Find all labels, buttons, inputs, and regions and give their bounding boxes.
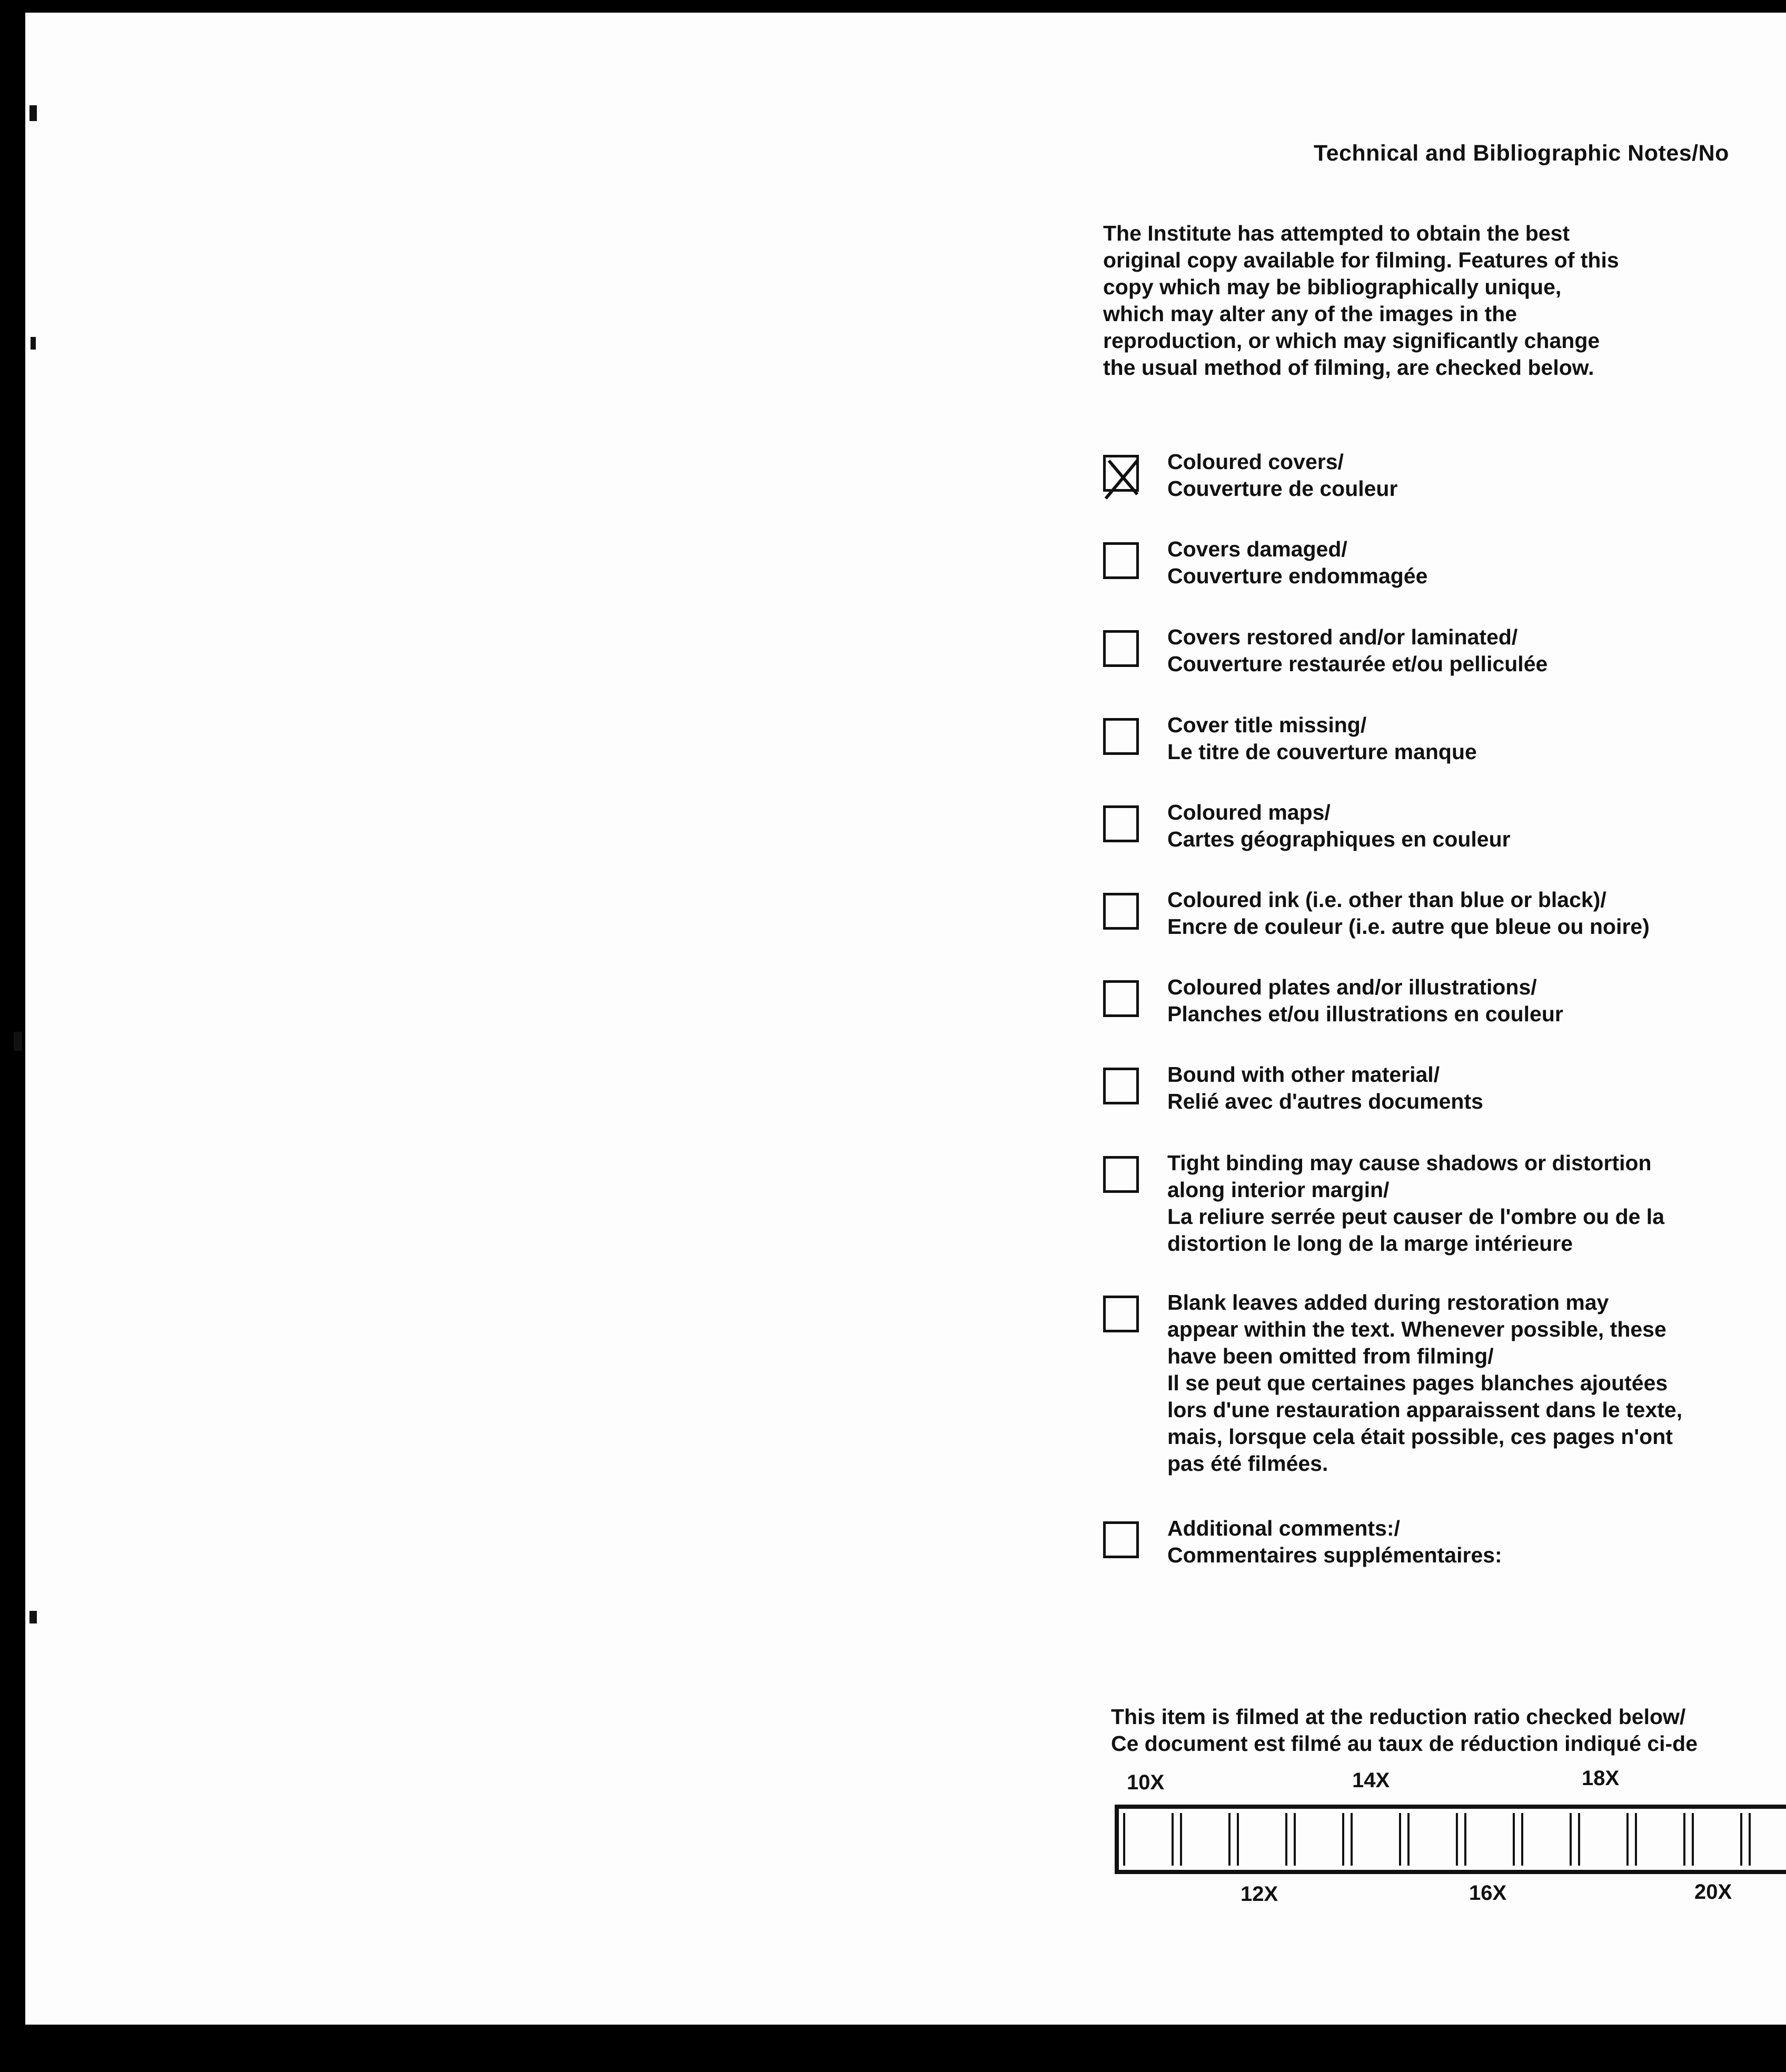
scale-cell[interactable] [1351, 1813, 1401, 1866]
item-label: Coloured plates and/or illustrations/ Planches et/ou illustrations en couleur [1167, 975, 1563, 1026]
checkbox-coloured-covers[interactable] [1103, 455, 1139, 492]
scale-cell[interactable] [1578, 1813, 1629, 1866]
scale-label-20x: 20X [1694, 1880, 1732, 1904]
item-label: Cover title missing/ Le titre de couverture manque [1167, 713, 1477, 764]
scale-label-16x: 16X [1469, 1881, 1507, 1905]
scan-edge-mark [31, 337, 36, 350]
checkbox-covers-restored[interactable] [1103, 630, 1139, 667]
intro-line: which may alter any of the images in the [1103, 302, 1517, 326]
scale-cell[interactable] [1180, 1813, 1231, 1866]
scan-edge-mark [29, 1611, 37, 1623]
scale-cell[interactable] [1521, 1813, 1572, 1866]
checked-x-icon [1103, 453, 1145, 501]
intro-line: copy which may be bibliographically unique, [1103, 275, 1562, 299]
item-label: Additional comments:/ Commentaires supplémentaires: [1167, 1516, 1502, 1567]
checkbox-tight-binding[interactable] [1103, 1156, 1139, 1193]
intro-line: the usual method of filming, are checked below. [1103, 355, 1594, 380]
item-label: Blank leaves added during restoration may appear within the text. Whenever possible, these have been omitted from filming/ Il se peut que certaines pages blanches ajoutées lors d'une restauration apparaissent dans le texte, mais, lorsque cela était possible, ces pages n'ont pas été filmées. [1167, 1290, 1683, 1476]
checkbox-coloured-plates[interactable] [1103, 980, 1139, 1017]
item-label: Coloured maps/ Cartes géographiques en couleur [1167, 800, 1511, 851]
scale-cell[interactable] [1749, 1813, 1786, 1866]
ratio-line: Ce document est filmé au taux de réduction indiqué ci-de [1111, 1731, 1698, 1756]
scale-cell[interactable] [1635, 1813, 1685, 1866]
item-label: Bound with other material/ Relié avec d'autres documents [1167, 1062, 1483, 1113]
checkbox-additional-comments[interactable] [1103, 1521, 1139, 1558]
scale-cell[interactable] [1294, 1813, 1344, 1866]
item-label: Covers restored and/or laminated/ Couverture restaurée et/ou pelliculée [1167, 625, 1548, 676]
reduction-scale-grid [1115, 1805, 1786, 1874]
scale-label-18x: 18X [1582, 1767, 1620, 1790]
checkbox-coloured-ink[interactable] [1103, 893, 1139, 930]
checkbox-covers-damaged[interactable] [1103, 542, 1139, 579]
scale-cell[interactable] [1464, 1813, 1515, 1866]
scale-cell[interactable] [1123, 1813, 1174, 1866]
reduction-ratio-text [1111, 1704, 1698, 1757]
checkbox-bound-with-other[interactable] [1103, 1068, 1139, 1104]
item-label: Tight binding may cause shadows or distortion along interior margin/ La reliure serrée peut causer de l'ombre ou de la distortion le long de la marge intérieure [1167, 1151, 1665, 1256]
intro-line: The Institute has attempted to obtain the best [1103, 221, 1570, 245]
scan-edge-mark [29, 105, 37, 121]
checkbox-blank-leaves[interactable] [1103, 1296, 1139, 1332]
checkbox-cover-title-missing[interactable] [1103, 718, 1139, 755]
checkbox-coloured-maps[interactable] [1103, 805, 1139, 842]
item-label: Coloured covers/ Couverture de couleur [1167, 450, 1398, 501]
scale-cell[interactable] [1692, 1813, 1742, 1866]
intro-paragraph [1103, 220, 1761, 381]
scale-label-14x: 14X [1352, 1769, 1390, 1792]
item-label: Covers damaged/ Couverture endommagée [1167, 537, 1428, 588]
scale-label-10x: 10X [1127, 1771, 1165, 1794]
intro-line: reproduction, or which may significantly change [1103, 328, 1600, 353]
scale-label-12x: 12X [1241, 1882, 1278, 1906]
notes-header: Technical and Bibliographic Notes/No [1314, 141, 1729, 166]
item-label: Coloured ink (i.e. other than blue or black)/ Encre de couleur (i.e. autre que bleue ou noire) [1167, 888, 1650, 939]
scan-edge-mark [14, 1032, 22, 1051]
scale-cell[interactable] [1237, 1813, 1287, 1866]
intro-line: original copy available for filming. Features of this [1103, 248, 1619, 272]
scale-cell[interactable] [1407, 1813, 1458, 1866]
ratio-line: This item is filmed at the reduction ratio checked below/ [1111, 1705, 1686, 1729]
